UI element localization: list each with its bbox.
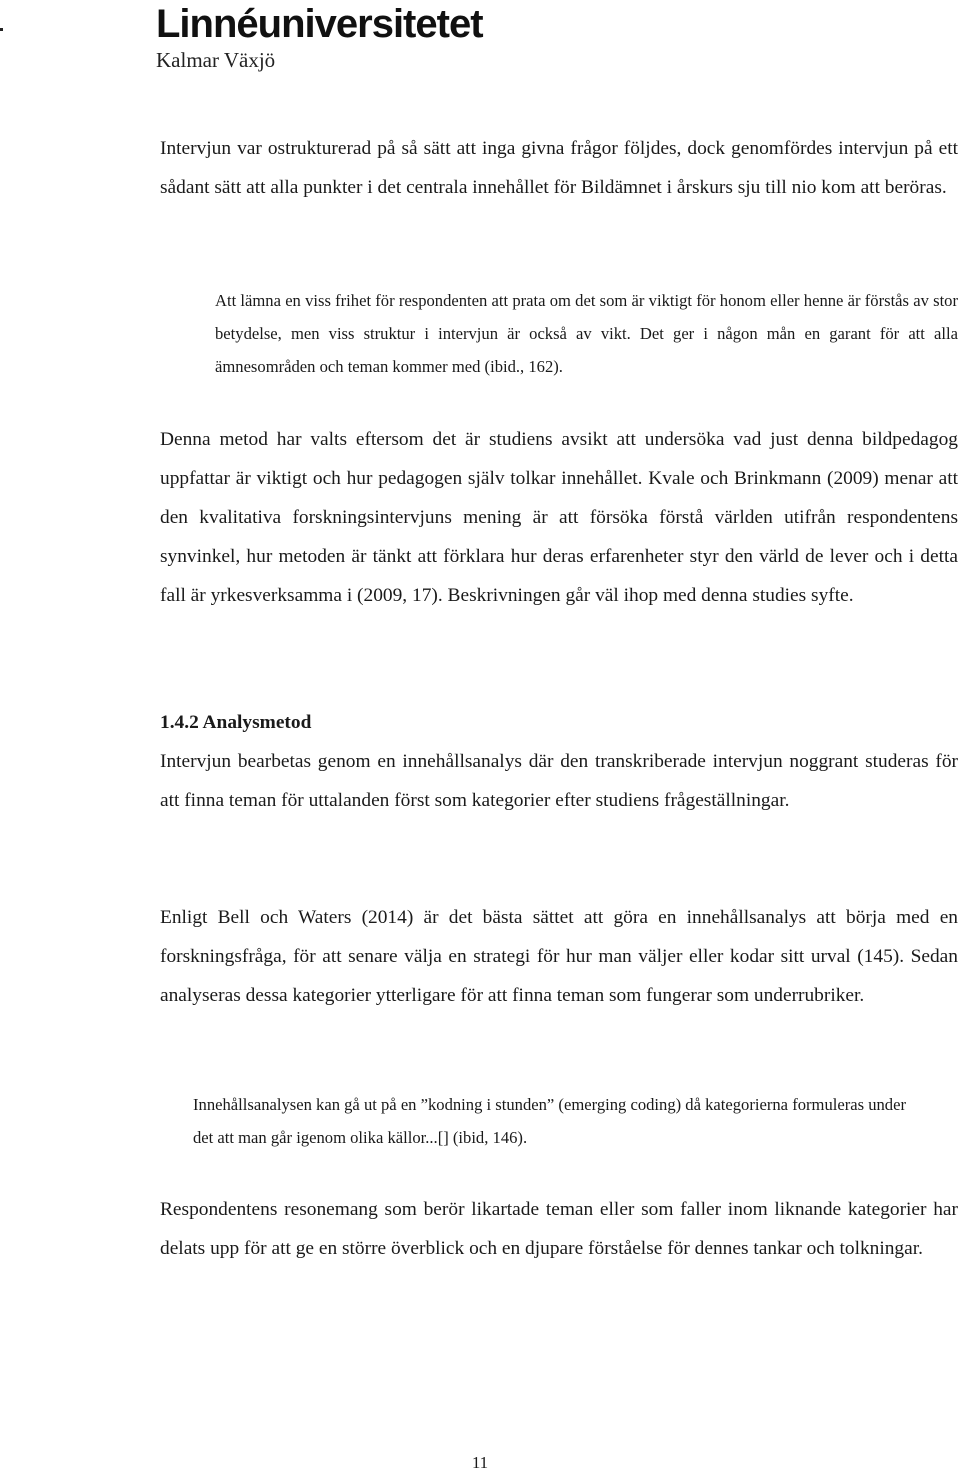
paragraph-text: Denna metod har valts eftersom det är studiens avsikt att undersöka vad just denna bildpedagog uppfattar är viktigt och hur pedagogen själv tolkar innehållet. Kvale och Brinkmann (2009) menar att den kvalitativa forskningsintervjuns mening är att försöka förstå världen utifrån respondentens synvinkel, hur metoden är tänkt att förklara hur deras erfarenheter styr den värld de lever och i detta fall är yrkesverksamma i (2009, 17). Beskrivningen går väl ihop med denna studies syfte. [160, 429, 958, 606]
block-quote-1 [215, 284, 958, 383]
quote-text: Innehållsanalysen kan gå ut på en ”kodning i stunden” (emerging coding) då kategorierna formuleras under det att man går igenom olika källor...[] (ibid, 146). [193, 1095, 906, 1147]
paragraph-text: Respondentens resonemang som berör likartade teman eller som faller inom liknande kategorier har delats upp för att ge en större överblick och en djupare förståelse för dennes tankar och tolkningar. [160, 1199, 958, 1259]
paragraph-text: Intervjun var ostrukturerad på så sätt att inga givna frågor följdes, dock genomfördes intervjun på ett sådant sätt att alla punkter i det centrala innehållet för Bildämnet i årskurs sju till nio kom att beröras. [160, 138, 958, 198]
university-logo [156, 2, 483, 72]
heading-text: 1.4.2 Analysmetod [160, 712, 312, 733]
section-heading [160, 703, 958, 742]
paragraph-analysis [160, 742, 958, 820]
paragraph-bell-waters [160, 898, 958, 1015]
paragraph-text: Intervjun bearbetas genom en innehållsanalys där den transkriberade intervjun noggrant studeras för att finna teman för uttalanden först som kategorier efter studiens frågeställningar. [160, 751, 958, 811]
logo-name: Linnéuniversitetet [156, 2, 483, 46]
block-quote-2 [193, 1088, 906, 1154]
corner-mark [0, 28, 3, 31]
paragraph-method-choice [160, 420, 958, 615]
quote-text: Att lämna en viss frihet för respondenten att prata om det som är viktigt för honom eller henne är förstås av stor betydelse, men viss struktur i intervjun är också av vikt. Det ger i någon mån en garant för att alla ämnesområden och teman kommer med (ibid., 162). [215, 291, 958, 376]
paragraph-respondent [160, 1190, 958, 1268]
paragraph-text: Enligt Bell och Waters (2014) är det bästa sättet att göra en innehållsanalys att börja med en forskningsfråga, för att senare välja en strategi för hur man väljer eller kodar sitt urval (145). Sedan analyseras dessa kategorier ytterligare för att finna teman som fungerar som underrubriker. [160, 907, 958, 1006]
page-number: 11 [471, 1453, 489, 1472]
logo-subtitle: Kalmar Växjö [156, 48, 276, 72]
paragraph-interview-structure [160, 129, 958, 207]
